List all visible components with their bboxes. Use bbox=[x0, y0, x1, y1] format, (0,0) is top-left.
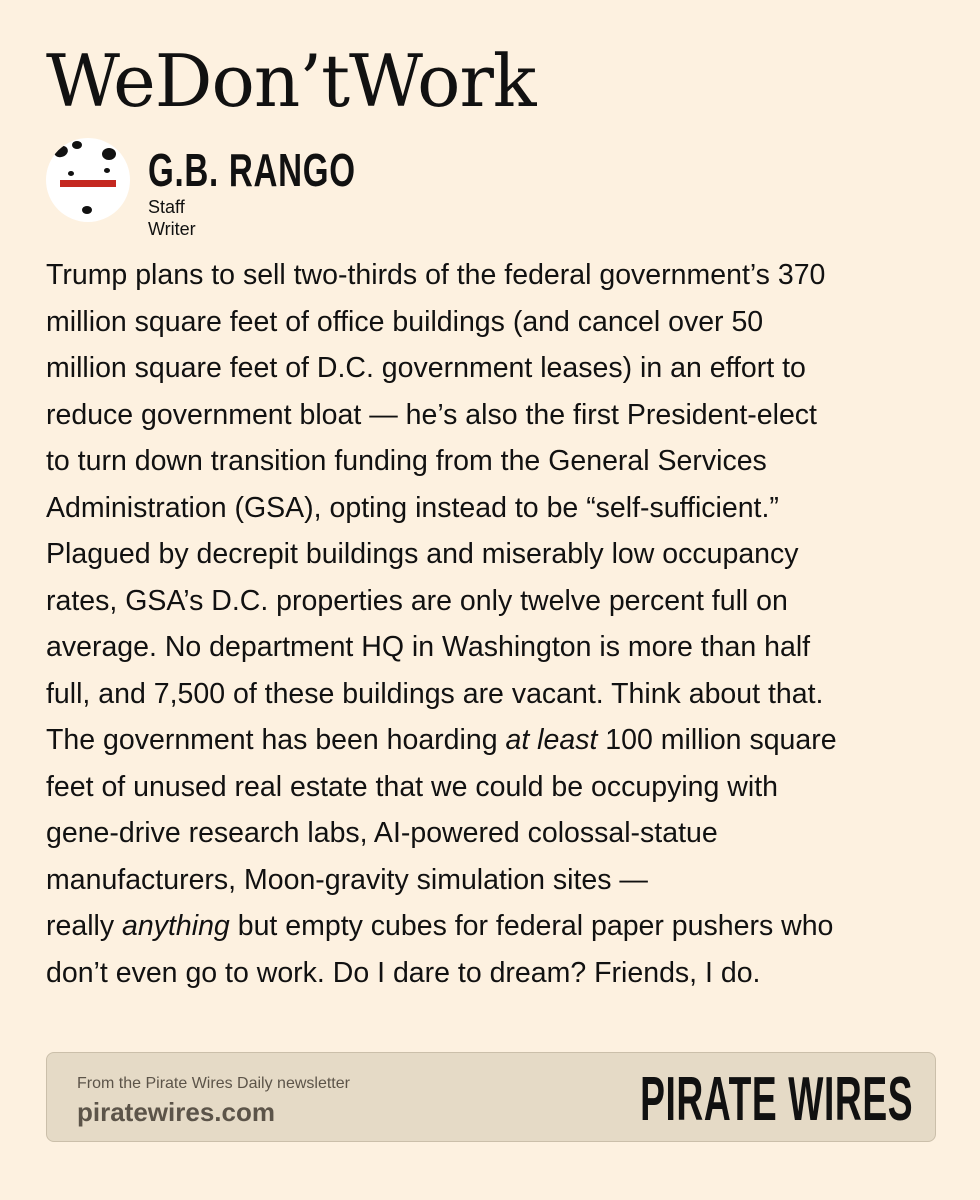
body-text: The government has been hoarding bbox=[46, 724, 506, 756]
emphasis-text: anything bbox=[122, 910, 230, 942]
newsletter-footer bbox=[46, 1052, 936, 1142]
author-name: G.B. RANGO bbox=[148, 144, 356, 196]
body-line: rates, GSA’s D.C. properties are only twelve percent full on bbox=[46, 584, 788, 617]
body-text: but empty cubes for federal paper pushers who bbox=[229, 910, 834, 942]
body-line: don’t even go to work. Do I dare to dream? Friends, I do. bbox=[46, 956, 761, 989]
body-text: 100 million square bbox=[597, 724, 837, 756]
footer-url-link[interactable]: piratewires.com bbox=[77, 1097, 275, 1127]
body-line: average. No department HQ in Washington is more than half bbox=[46, 631, 811, 663]
body-line: full, and 7,500 of these buildings are vacant. Think about that. bbox=[46, 677, 824, 710]
body-line: Trump plans to sell two-thirds of the federal government’s 370 bbox=[46, 259, 826, 291]
footer-note: From the Pirate Wires Daily newsletter bbox=[77, 1075, 350, 1092]
body-line: to turn down transition funding from the General Services bbox=[46, 445, 767, 477]
body-line: feet of unused real estate that we could be occupying with bbox=[46, 770, 778, 803]
author-role: Staff Writer bbox=[148, 197, 196, 239]
body-line: million square feet of D.C. government leases) in an effort to bbox=[46, 352, 806, 384]
author-avatar-icon bbox=[46, 138, 130, 222]
body-line bbox=[46, 903, 946, 950]
body-text: really bbox=[46, 910, 123, 942]
pirate-wires-logo: PIRATE WIRES bbox=[639, 1065, 913, 1134]
body-line: Plagued by decrepit buildings and miserably low occupancy bbox=[46, 538, 799, 570]
body-line: Administration (GSA), opting instead to be “self-sufficient.” bbox=[46, 491, 779, 524]
body-line: reduce government bloat — he’s also the first President-elect bbox=[46, 398, 817, 431]
article-body bbox=[46, 252, 946, 996]
body-line bbox=[46, 717, 946, 764]
body-line: gene-drive research labs, AI-powered colossal-statue bbox=[46, 817, 718, 849]
body-line: million square feet of office buildings (and cancel over 50 bbox=[46, 305, 764, 338]
body-line: manufacturers, Moon-gravity simulation sites — bbox=[46, 863, 648, 896]
article-title: WeDon’tWork bbox=[46, 39, 536, 123]
emphasis-text: at least bbox=[505, 724, 598, 756]
